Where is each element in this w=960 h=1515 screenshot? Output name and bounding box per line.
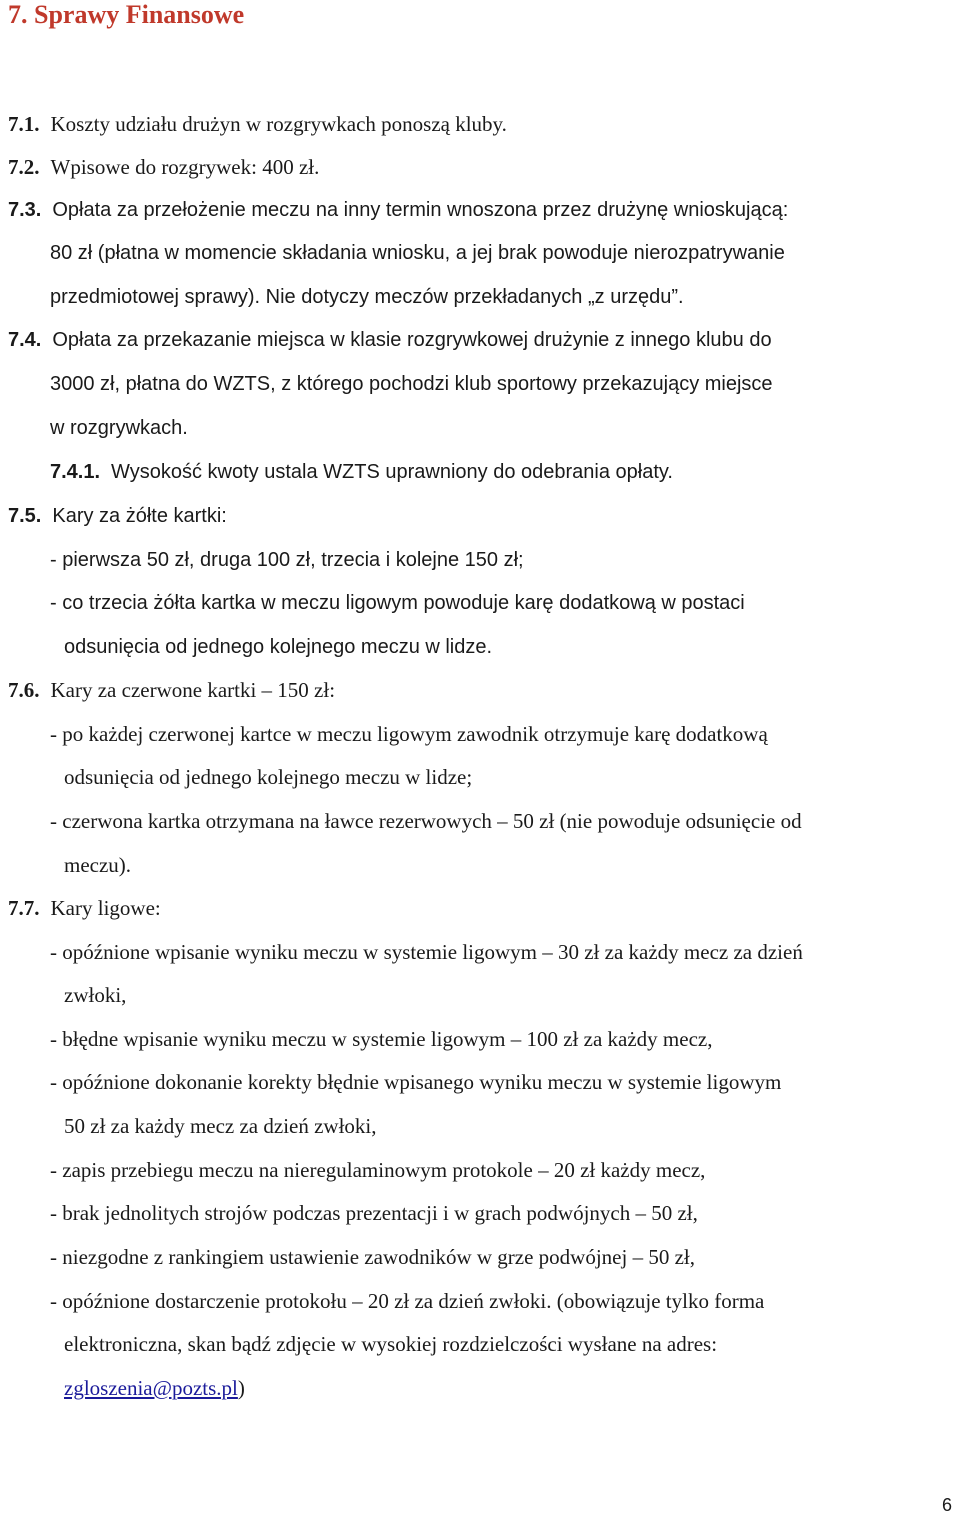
bullet-7-7-1-cont: zwłoki,	[64, 983, 127, 1007]
bullet-7-6-1-cont: odsunięcia od jednego kolejnego meczu w lidze;	[64, 765, 473, 789]
section-title: 7. Sprawy Finansowe	[8, 0, 245, 29]
bullet-7-7-5: - brak jednolitych strojów podczas prezentacji i w grach podwójnych – 50 zł,	[50, 1201, 698, 1225]
item-7-4-line-1	[8, 328, 772, 352]
bullet-7-6-1: - po każdej czerwonej kartce w meczu ligowym zawodnik otrzymuje karę dodatkową	[50, 722, 768, 746]
page-number: 6	[941, 1495, 952, 1515]
item-text: Koszty udziału drużyn w rozgrywkach ponoszą kluby.	[50, 112, 507, 136]
item-text: Wysokość kwoty ustala WZTS uprawniony do odebrania opłaty.	[111, 461, 673, 483]
item-7-6	[8, 678, 335, 702]
bullet-7-7-7-cont: elektroniczna, skan bądź zdjęcie w wysokiej rozdzielczości wysłane na adres:	[64, 1332, 718, 1356]
item-7-2	[8, 155, 319, 179]
bullet-7-7-3: - opóźnione dokonanie korekty błędnie wpisanego wyniku meczu w systemie ligowym	[50, 1070, 782, 1094]
bullet-7-5-2-cont: odsunięcia od jednego kolejnego meczu w lidze.	[64, 636, 493, 658]
item-number: 7.3.	[8, 199, 42, 221]
email-line	[64, 1376, 245, 1400]
item-7-3-line-1	[8, 198, 788, 222]
item-number: 7.4.	[8, 329, 42, 351]
item-7-3-line-2: 80 zł (płatna w momencie składania wniosku, a jej brak powoduje nierozpatrywanie	[50, 242, 785, 264]
item-7-4-line-2: 3000 zł, płatna do WZTS, z którego pochodzi klub sportowy przekazujący miejsce	[50, 373, 773, 395]
bullet-7-7-1: - opóźnione wpisanie wyniku meczu w systemie ligowym – 30 zł za każdy mecz za dzień	[50, 940, 803, 964]
closing-paren: )	[237, 1376, 245, 1400]
bullet-7-6-2: - czerwona kartka otrzymana na ławce rezerwowych – 50 zł (nie powoduje odsunięcie od	[50, 809, 802, 833]
bullet-7-6-2-cont: meczu).	[64, 853, 132, 877]
item-text: Opłata za przełożenie meczu na inny termin wnoszona przez drużynę wnioskującą:	[52, 199, 789, 221]
bullet-7-5-2: - co trzecia żółta kartka w meczu ligowym powoduje karę dodatkową w postaci	[50, 592, 745, 614]
bullet-7-7-7: - opóźnione dostarczenie protokołu – 20 zł za dzień zwłoki. (obowiązuje tylko forma	[50, 1289, 765, 1313]
bullet-7-7-4: - zapis przebiegu meczu na nieregulaminowym protokole – 20 zł każdy mecz,	[50, 1158, 706, 1182]
item-text: Wpisowe do rozgrywek: 400 zł.	[50, 155, 320, 179]
email-link[interactable]: zgloszenia@pozts.pl	[64, 1376, 238, 1400]
item-number: 7.7.	[8, 896, 40, 920]
bullet-7-7-3-cont: 50 zł za każdy mecz za dzień zwłoki,	[64, 1114, 377, 1138]
item-7-5	[8, 504, 227, 528]
item-number: 7.6.	[8, 678, 40, 702]
item-7-1	[8, 112, 507, 136]
item-heading: Kary za czerwone kartki – 150 zł:	[50, 678, 336, 702]
item-7-3-line-3: przedmiotowej sprawy). Nie dotyczy meczów przekładanych „z urzędu”.	[50, 286, 684, 308]
bullet-7-5-1: - pierwsza 50 zł, druga 100 zł, trzecia i kolejne 150 zł;	[50, 549, 524, 571]
item-heading: Kary ligowe:	[50, 896, 161, 920]
item-number: 7.4.1.	[50, 461, 101, 483]
item-number: 7.5.	[8, 505, 42, 527]
bullet-7-7-2: - błędne wpisanie wyniku meczu w systemie ligowym – 100 zł za każdy mecz,	[50, 1027, 713, 1051]
item-text: Opłata za przekazanie miejsca w klasie rozgrywkowej drużynie z innego klubu do	[52, 329, 772, 351]
bullet-7-7-6: - niezgodne z rankingiem ustawienie zawodników w grze podwójnej – 50 zł,	[50, 1245, 695, 1269]
item-7-4-1	[50, 460, 673, 484]
item-number: 7.1.	[8, 112, 40, 136]
item-7-7	[8, 896, 161, 920]
item-number: 7.2.	[8, 155, 40, 179]
item-heading: Kary za żółte kartki:	[52, 505, 227, 527]
item-7-4-line-3: w rozgrywkach.	[50, 417, 188, 439]
